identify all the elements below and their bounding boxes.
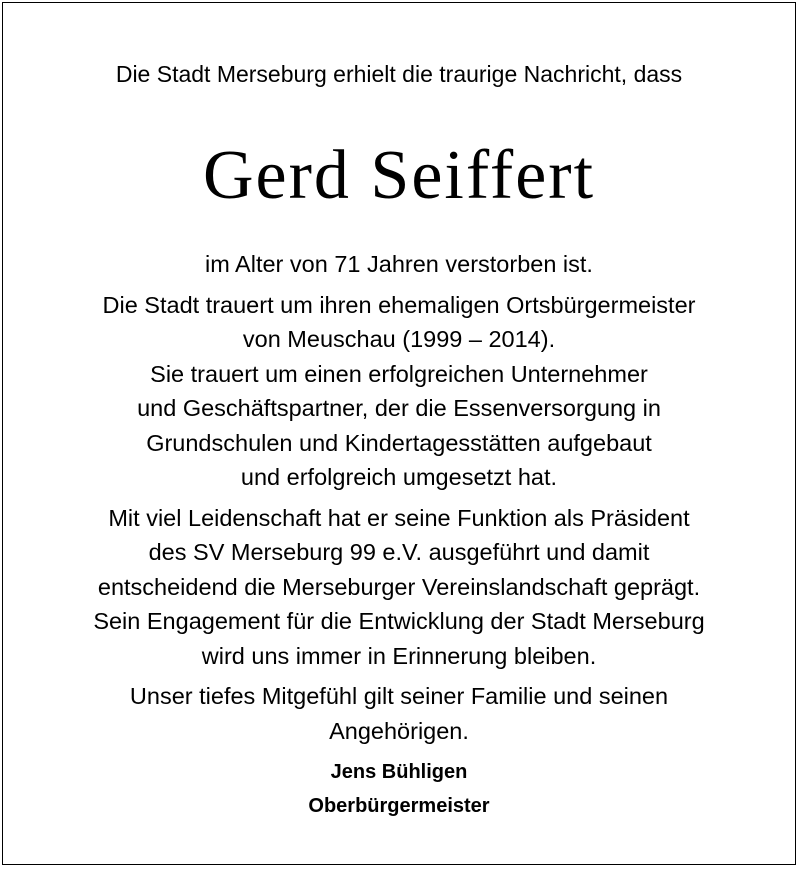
text-line: Grundschulen und Kindertagesstätten aufgebaut [146, 429, 652, 456]
text-line: entscheidend die Merseburger Vereinslandschaft geprägt. [97, 573, 701, 600]
text-line: Mit viel Leidenschaft hat er seine Funktion als Präsident [108, 504, 690, 531]
text-line: des SV Merseburg 99 e.V. ausgeführt und damit [148, 539, 650, 565]
signature-block [3, 755, 795, 823]
paragraph-club [3, 501, 795, 674]
paragraph-condolence [3, 679, 795, 748]
text-line: im Alter von 71 Jahren verstorben ist. [205, 251, 593, 277]
deceased-name: Gerd Seiffert [202, 137, 596, 214]
obituary-body [3, 247, 795, 754]
intro-text: Die Stadt Merseburg erhielt die traurige Nachricht, dass [115, 61, 683, 87]
text-line: von Meuschau (1999 – 2014). [242, 326, 556, 352]
signatory-title: Oberbürgermeister [308, 795, 490, 817]
signatory-name: Jens Bühligen [330, 761, 468, 783]
obituary-notice [2, 2, 796, 865]
text-line: wird uns immer in Erinnerung bleiben. [201, 642, 597, 669]
text-line: und Geschäftspartner, der die Essenversorgung in [137, 395, 661, 421]
text-line: Sein Engagement für die Entwicklung der Stadt Merseburg [93, 608, 705, 634]
text-line: Angehörigen. [329, 717, 469, 744]
text-line: und erfolgreich umgesetzt hat. [240, 464, 558, 490]
paragraph-career [3, 288, 795, 495]
text-line: Sie trauert um einen erfolgreichen Unternehmer [150, 360, 648, 387]
paragraph-age [3, 247, 795, 282]
text-line: Die Stadt trauert um ihren ehemaligen Ortsbürgermeister [102, 291, 696, 318]
text-line: Unser tiefes Mitgefühl gilt seiner Familie und seinen [129, 683, 669, 709]
